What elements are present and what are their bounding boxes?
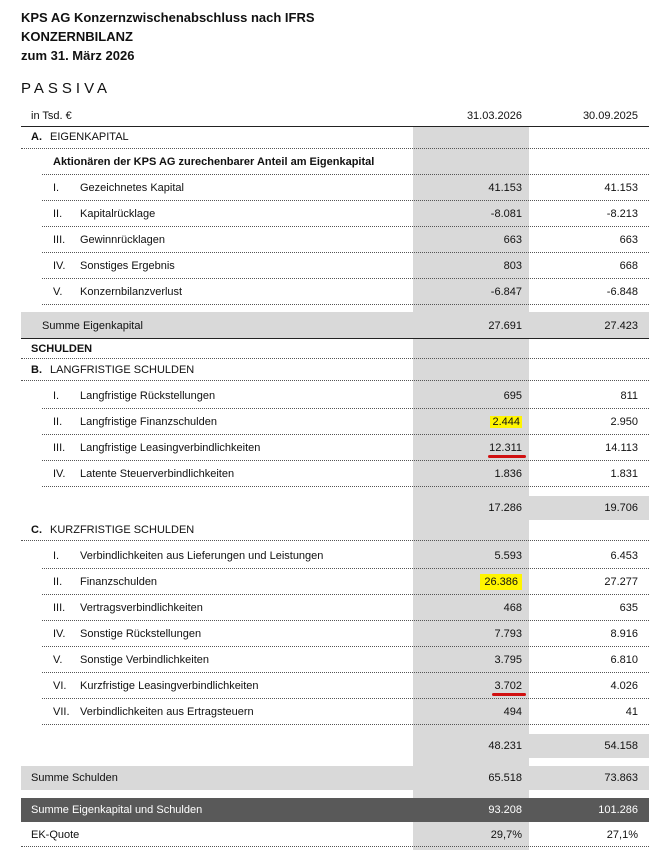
column-header-current: 31.03.2026 — [466, 110, 522, 122]
row-numeral: VII. — [53, 706, 70, 718]
row-value-prior: 8.916 — [610, 628, 638, 640]
grand-total-prior: 101.286 — [598, 804, 638, 816]
row-label: Langfristige Rückstellungen — [80, 390, 216, 402]
divider — [42, 408, 649, 409]
divider — [42, 278, 649, 279]
row-value-prior: -6.848 — [606, 286, 638, 298]
row-numeral: IV. — [53, 260, 66, 272]
table-row — [0, 676, 660, 696]
row-value-current: -8.081 — [490, 208, 522, 220]
shortterm-heading: KURZFRISTIGE SCHULDEN — [50, 524, 195, 536]
table-row — [0, 412, 660, 432]
divider — [21, 380, 649, 381]
longterm-letter: B. — [31, 364, 42, 376]
row-value-current: -6.847 — [490, 286, 522, 298]
row-label: Langfristige Leasingverbindlichkeiten — [80, 442, 261, 454]
row-label: Vertragsverbindlichkeiten — [80, 602, 203, 614]
row-value-prior: 6.453 — [610, 550, 638, 562]
row-numeral: I. — [53, 182, 60, 194]
report-subtitle: KONZERNBILANZ — [21, 29, 133, 44]
table-row — [0, 282, 660, 302]
row-numeral: IV. — [53, 468, 66, 480]
red-underline-mark — [492, 693, 526, 696]
equity-ratio-label: EK-Quote — [31, 829, 80, 841]
longterm-total-row — [0, 498, 660, 518]
row-value-prior: -8.213 — [606, 208, 638, 220]
row-value-prior: 41.153 — [604, 182, 638, 194]
divider — [21, 540, 649, 541]
divider — [42, 304, 649, 305]
row-value-current: 5.593 — [494, 550, 522, 562]
divider — [21, 846, 649, 847]
red-underline-mark — [488, 455, 526, 458]
equity-ratio-prior: 27,1% — [606, 829, 638, 841]
report-title: KPS AG Konzernzwischenabschluss nach IFRS — [21, 10, 315, 25]
row-label: Kurzfristige Leasingverbindlichkeiten — [80, 680, 259, 692]
row-value-prior: 14.113 — [605, 442, 638, 454]
row-value-prior: 27.277 — [604, 576, 638, 588]
row-value-current: 1.836 — [494, 468, 522, 480]
equity-ratio-current: 29,7% — [490, 829, 522, 841]
equity-subheading-row — [0, 152, 660, 172]
divider — [21, 148, 649, 149]
equity-total-current: 27.691 — [488, 320, 522, 332]
row-numeral: V. — [53, 286, 63, 298]
debt-total-row — [0, 768, 660, 788]
equity-total-label: Summe Eigenkapital — [42, 320, 143, 332]
row-numeral: II. — [53, 416, 63, 428]
divider — [42, 724, 649, 725]
table-row — [0, 438, 660, 458]
divider — [42, 672, 649, 673]
table-row — [0, 178, 660, 198]
shortterm-heading-row — [0, 520, 660, 540]
debt-total-current: 65.518 — [488, 772, 522, 784]
row-value-current-cell — [422, 412, 522, 432]
row-value-current: 3.702 — [494, 680, 522, 692]
row-value-current: 494 — [503, 706, 522, 718]
equity-total-row — [0, 316, 660, 336]
row-numeral: III. — [53, 442, 66, 454]
row-value-prior: 4.026 — [610, 680, 638, 692]
grand-total-label: Summe Eigenkapital und Schulden — [31, 804, 203, 816]
row-value-prior: 6.810 — [610, 654, 638, 666]
row-value-prior: 1.831 — [610, 468, 638, 480]
longterm-heading-row — [0, 360, 660, 380]
row-label: Finanzschulden — [80, 576, 158, 588]
debt-heading: SCHULDEN — [31, 343, 93, 355]
table-row — [0, 464, 660, 484]
divider — [42, 620, 649, 621]
highlighted-value: 2.444 — [492, 416, 520, 428]
row-value-current: 7.793 — [494, 628, 522, 640]
table-row — [0, 572, 660, 592]
row-label: Kapitalrücklage — [80, 208, 156, 220]
divider — [42, 568, 649, 569]
divider — [42, 594, 649, 595]
row-value-prior: 635 — [619, 602, 638, 614]
divider — [42, 460, 649, 461]
row-value-current: 663 — [503, 234, 522, 246]
table-row — [0, 650, 660, 670]
table-row — [0, 624, 660, 644]
highlighted-value: 26.386 — [480, 574, 522, 590]
row-label: Gezeichnetes Kapital — [80, 182, 184, 194]
debt-total-prior: 73.863 — [604, 772, 638, 784]
longterm-heading: LANGFRISTIGE SCHULDEN — [50, 364, 195, 376]
row-label: Konzernbilanzverlust — [80, 286, 183, 298]
row-numeral: III. — [53, 234, 66, 246]
table-row — [0, 546, 660, 566]
row-value-current-cell — [422, 572, 522, 592]
row-label: Verbindlichkeiten aus Lieferungen und Leistungen — [80, 550, 324, 562]
column-header-prior: 30.09.2025 — [582, 110, 638, 122]
row-label: Verbindlichkeiten aus Ertragsteuern — [80, 706, 254, 718]
table-row — [0, 256, 660, 276]
row-value-current: 3.795 — [494, 654, 522, 666]
section-title: PASSIVA — [21, 80, 111, 97]
row-label: Sonstige Rückstellungen — [80, 628, 202, 640]
table-row — [0, 230, 660, 250]
row-value-current: 803 — [503, 260, 522, 272]
row-value-current: 695 — [503, 390, 522, 402]
equity-total-prior: 27.423 — [604, 320, 638, 332]
row-numeral: I. — [53, 550, 60, 562]
divider — [42, 252, 649, 253]
grand-total-row — [0, 800, 660, 820]
longterm-total-prior: 19.706 — [604, 502, 638, 514]
table-row — [0, 204, 660, 224]
row-numeral: I. — [53, 390, 60, 402]
longterm-total-current: 17.286 — [488, 502, 522, 514]
debt-total-label: Summe Schulden — [31, 772, 118, 784]
table-row — [0, 702, 660, 722]
row-value-prior: 663 — [619, 234, 638, 246]
row-label: Latente Steuerverbindlichkeiten — [80, 468, 235, 480]
row-numeral: III. — [53, 602, 66, 614]
row-value-current: 468 — [503, 602, 522, 614]
table-row — [0, 386, 660, 406]
divider — [42, 486, 649, 487]
row-value-prior: 811 — [620, 390, 638, 402]
row-numeral: II. — [53, 576, 63, 588]
row-value-prior: 41 — [625, 706, 638, 718]
divider — [42, 698, 649, 699]
row-value-current: 41.153 — [488, 182, 522, 194]
row-label: Sonstige Verbindlichkeiten — [80, 654, 210, 666]
row-numeral: II. — [53, 208, 63, 220]
table-row — [0, 598, 660, 618]
equity-heading: EIGENKAPITAL — [50, 131, 129, 143]
divider — [42, 434, 649, 435]
report-date: zum 31. März 2026 — [21, 48, 135, 63]
row-numeral: V. — [53, 654, 63, 666]
row-value-current: 12.311 — [489, 442, 522, 454]
row-numeral: VI. — [53, 680, 67, 692]
divider — [42, 200, 649, 201]
row-numeral: IV. — [53, 628, 66, 640]
shortterm-total-current: 48.231 — [488, 740, 522, 752]
unit-label: in Tsd. € — [31, 110, 72, 122]
equity-subheading: Aktionären der KPS AG zurechenbarer Anteil am Eigenkapital — [53, 156, 375, 168]
row-label: Gewinnrücklagen — [80, 234, 165, 246]
equity-ratio-row — [0, 825, 660, 845]
shortterm-letter: C. — [31, 524, 42, 536]
divider — [42, 646, 649, 647]
debt-heading-row — [0, 339, 660, 359]
divider — [42, 174, 649, 175]
row-value-prior: 668 — [619, 260, 638, 272]
row-label: Sonstiges Ergebnis — [80, 260, 175, 272]
grand-total-current: 93.208 — [488, 804, 522, 816]
shortterm-total-row — [0, 736, 660, 756]
row-label: Langfristige Finanzschulden — [80, 416, 217, 428]
row-value-prior: 2.950 — [610, 416, 638, 428]
equity-letter: A. — [31, 131, 42, 143]
shortterm-total-prior: 54.158 — [604, 740, 638, 752]
equity-heading-row — [0, 127, 660, 147]
divider — [42, 226, 649, 227]
